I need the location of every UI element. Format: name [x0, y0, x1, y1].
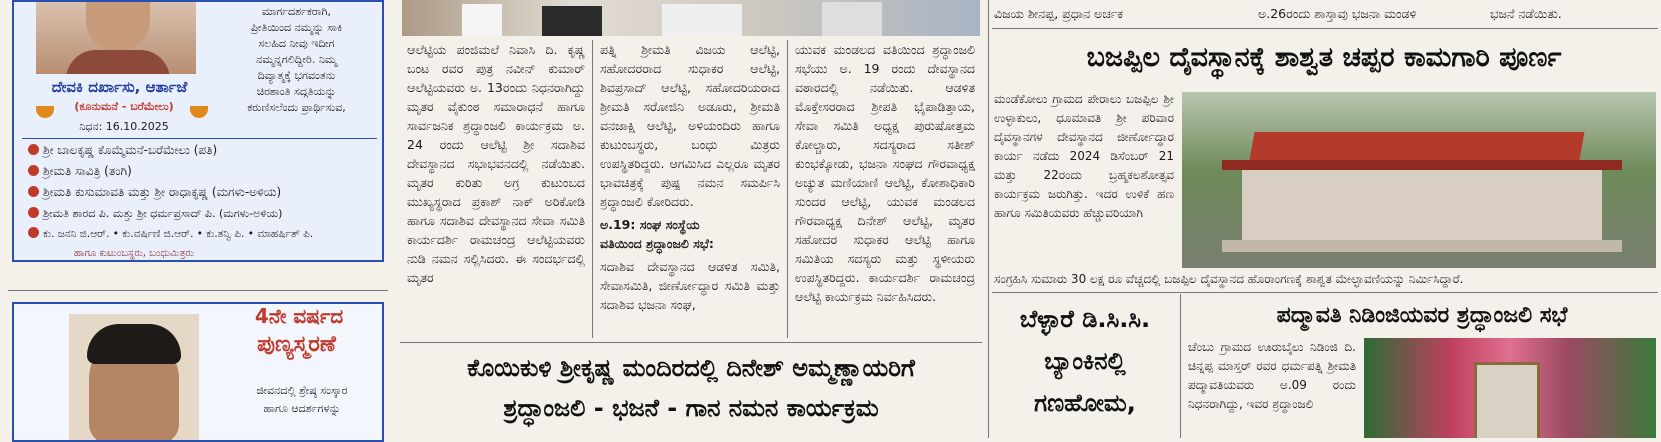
article4-headline: ಪದ್ಮಾವತಿ ನಿಡಿಂಜಿಯವರ ಶ್ರದ್ಧಾಂಜಲಿ ಸಭೆ: [1276, 303, 1568, 328]
article1-col2-text2: ಸದಾಶಿವ ದೇವಸ್ಥಾನದ ಆಡಳಿತ ಸಮಿತಿ, ಸೇವಾಸಮಿತಿ, ಜೀರ್ಣೋದ್ಧಾರ ಸಮಿತಿ ಮತ್ತು ಸದಾಶಿವ ಭಜನಾ ಸಂಘ,: [600, 259, 780, 312]
top-strip: [994, 6, 1654, 26]
headline-line: ಗಣಹೋಮ,: [1034, 389, 1136, 417]
list-item: ಶ್ರೀ ಬಾಲಕೃಷ್ಣ ಕೊಮ್ಮೆಮನೆ-ಬರೆಮೇಲು (ಪತಿ): [28, 140, 378, 161]
article1-col3: ಯುವಕ ಮಂಡಲದ ವತಿಯಿಂದ ಶ್ರದ್ಧಾಂಜಲಿ ಸಭೆಯು ಅ. 19 ರಂದು ದೇವಸ್ಥಾನದ ವಠಾರದಲ್ಲಿ ನಡೆಯಿತು. ಆಡಳಿತ ಮೊಕ್ತೇಸರರಾದ ಶ್ರೀಪತಿ ಭೈಪಾಡಿತ್ತಾಯ, ಸೇವಾ ಸಮಿತಿ ಅಧ್ಯಕ್ಷ ಪುರುಷೋತ್ತಮ ಕೋಲ್ಚಾರು, ಸದಸ್ಯರಾದ ಸತೀಶ್ ಕುಂಭಕ್ಕೋಡು, ಭಜನಾ ಸಂಘದ ಗೌರವಾಧ್ಯಕ್ಷ ಅಚ್ಯುತ ಮಣಿಯಾಣಿ ಆಲೆಟ್ಟಿ, ಕೋಶಾಧಿಕಾರಿ ಸುಂದರ ಆಲೆಟ್ಟಿ, ಯುವಕ ಮಂಡಲದ ಗೌರವಾಧ್ಯಕ್ಷ ದಿನೇಶ್ ಆಲೆಟ್ಟಿ, ಮೃತರ ಸಹೋದರ ಸುಧಾಕರ ಆಲೆಟ್ಟಿ ಹಾಗೂ ಸಮಿತಿಯ ಸದಸ್ಯರು ಮತ್ತು ಸ್ಥಳೀಯರು ಉಪಸ್ಥಿತರಿದ್ದರು. ಕಾರ್ಯದರ್ಶಿ ರಾಮಚಂದ್ರ ಆಲೆಟ್ಟಿ ಕಾರ್ಯಕ್ರಮ ನಿರ್ವಹಿಸಿದರು.: [795, 42, 975, 304]
article2-headline: ಬಜಪ್ಪಿಲ ದೈವಸ್ಥಾನಕ್ಕೆ ಶಾಶ್ವತ ಚಪ್ಪರ ಕಾಮಗಾರಿ ಪೂರ್ಣ: [1086, 42, 1562, 73]
list-item: ಶ್ರೀಮತಿ ಶಾರದ ಪಿ. ಮತ್ತು ಶ್ರೀ ಧರ್ಮಪ್ರಸಾದ್ ಪಿ. (ಮಗಳು-ಅಳಿಯ): [28, 203, 378, 224]
ad-message: ಮಾರ್ಗದರ್ಶಕರಾಗಿ, ಪ್ರೀತಿಯಿಂದ ನಮ್ಮನ್ನು ಸಾಕಿ ಸಲಹಿದ ನೀವು ಇದೀಗ ನಮ್ಮನ್ನಗಲಿದ್ದೀರಿ. ನಿಮ್ಮ ದಿವ್ಯಾತ್ಮಕ್ಕೆ ಭಗವಂತನು ಚಿರಶಾಂತಿ ಸದ್ಗತಿಯನ್ನು ಕರುಣಿಸಲೆಂದು ಪ್ರಾರ್ಥಿಸುವ,: [247, 5, 346, 114]
deceased-name: ದೇವಕಿ ದರ್ಖಾಸು, ಆರ್ತಾಜೆ: [51, 78, 188, 96]
temple-photo: [1182, 92, 1656, 268]
lamp-icon: [36, 106, 54, 118]
headline-line: ಕೊಯಿಕುಳಿ ಶ್ರೀಕೃಷ್ಣ ಮಂದಿರದಲ್ಲಿ ದಿನೇಶ್ ಅಮ್ಮಣ್ಣಾಯರಿಗೆ: [467, 354, 915, 382]
article1-col2: [600, 40, 780, 340]
article2-body: ಮಂಡೆಕೋಲು ಗ್ರಾಮದ ಪೇರಾಲು ಬಜಪ್ಪಿಲ ಶ್ರೀ ಉಳ್ಳಾಕುಲು, ಧೂಮಾವತಿ ಶ್ರೀ ಪರಿವಾರ ದೈವಸ್ಥಾನಗಳ ದೇವಸ್ಥಾನದ ಜೀರ್ಣೋದ್ಧಾರ ಕಾರ್ಯ ನಡೆದು 2024 ಡಿಸೆಂಬರ್ 21 ಮತ್ತು 22ರಂದು ಬ್ರಹ್ಮಕಲಶೋತ್ಸವ ಕಾರ್ಯಕ್ರಮ ಜರುಗಿತ್ತು. ಇದರ ಉಳಿಕೆ ಹಣ ಹಾಗೂ ಸಮಿತಿಯವರು ಹೆಚ್ಚುವರಿಯಾಗಿ: [994, 92, 1174, 220]
headline-line: ಶ್ರದ್ಧಾಂಜಲಿ - ಭಜನೆ - ಗಾನ ನಮನ ಕಾರ್ಯಕ್ರಮ: [503, 394, 879, 422]
list-item: ಕು. ಜನನಿ ಜಿ.ಆರ್. • ಕು.ವರ್ಷಿಣಿ ಜಿ.ಆರ್. • ಕು.ತನ್ವಿ ಪಿ. • ಮಾಹರ್ಷಿತ್ ಪಿ.: [28, 224, 378, 245]
portrait-photo: [36, 2, 196, 74]
memorial-title: ಪುಣ್ಯಸ್ಮರಣೆ: [257, 332, 336, 357]
article-photo: [402, 0, 980, 36]
memorial-title-year: 4ನೇ ವರ್ಷದ: [254, 304, 344, 328]
subhead: ಅ.19: ಸಂಘ ಸಂಸ್ಥೆಯ: [600, 217, 700, 232]
death-date: ನಿಧನ: 16.10.2025: [79, 120, 169, 133]
article1-col2-text: ಪತ್ನಿ ಶ್ರೀಮತಿ ವಿಜಯ ಆಲೆಟ್ಟಿ, ಸಹೋದರರಾದ ಸುಧಾಕರ ಆಲೆಟ್ಟಿ, ಶಿವಪ್ರಸಾದ್ ಆಲೆಟ್ಟಿ, ಸಹೋದರಿಯರಾದ ಶ್ರೀಮತಿ ಸರೋಜಿನಿ ಅಡೂರು, ಶ್ರೀಮತಿ ವನಜಾಕ್ಷಿ ಆಲೆಟ್ಟಿ, ಅಳಿಯಂದಿರು ಹಾಗೂ ಕುಟುಂಬಸ್ಥರು, ಬಂಧು ಮಿತ್ರರು ಉಪಸ್ಥಿತರಿದ್ದರು. ಆಗಮಿಸಿದ ಎಲ್ಲರೂ ಮೃತರ ಭಾವಚಿತ್ರಕ್ಕೆ ಪುಷ್ಪ ನಮನ ಸಮರ್ಪಿಸಿ ಶ್ರದ್ಧಾಂಜಲಿ ಕೋರಿದರು.: [600, 42, 780, 209]
article4-body: ಚೆಂಬು ಗ್ರಾಮದ ಊರುಬೈಲು ನಿಡಿಂಜಿ ದಿ. ಚಿನ್ನಪ್ಪ ಮಾಸ್ತರ್ ರವರ ಧರ್ಮಪತ್ನಿ ಶ್ರೀಮತಿ ಪದ್ಮಾವತಿಯವರು ಅ.09 ರಂದು ನಿಧನರಾಗಿದ್ದು, ಇವರ ಶ್ರದ್ಧಾಂಜಲಿ: [1188, 340, 1356, 411]
memorial-photo: [69, 314, 199, 442]
article3-headline: [994, 298, 1176, 438]
floral-photo: [1364, 338, 1656, 438]
subhead: ವತಿಯಿಂದ ಶ್ರದ್ಧಾಂಜಲಿ ಸಭೆ:: [600, 236, 714, 251]
strip-text: ವಿಜಯ ಶೀನಪ್ಪ, ಪ್ರಧಾನ ಅರ್ಚಕ: [994, 6, 1123, 21]
family-list: [28, 140, 378, 245]
list-item: ಶ್ರೀಮತಿ ಕುಸುಮಾವತಿ ಮತ್ತು ಶ್ರೀ ರಾಧಾಕೃಷ್ಣ (ಮಗಳು-ಅಳಿಯ): [28, 182, 378, 203]
headline-line: ಬೆಳ್ಳಾರೆ ಡಿ.ಸಿ.ಸಿ.: [1019, 305, 1151, 333]
memorial-ad-bottom: [12, 302, 384, 442]
list-item: ಶ್ರೀಮತಿ ಸಾವಿತ್ರಿ (ತಂಗಿ): [28, 161, 378, 182]
article2-tail: ಸಂಗ್ರಹಿಸಿ ಸುಮಾರು 30 ಲಕ್ಷ ರೂ ವೆಚ್ಚದಲ್ಲಿ ಬಜಪ್ಪಿಲ ದೈವಸ್ಥಾನದ ಹೊರಾಂಗಣಕ್ಕೆ ಶಾಶ್ವತ ಮೇಲ್ಛಾವಣಿಯನ್ನು ನಿರ್ಮಿಸಿದ್ದಾರೆ.: [994, 272, 1464, 286]
headline-bottom: [402, 348, 980, 438]
memorial-line: ಜೀವನದಲ್ಲಿ ಶ್ರೇಷ್ಠ ಸಂಸ್ಕಾರ: [256, 384, 348, 397]
memorial-line: ಹಾಗೂ ಆದರ್ಶಗಳನ್ನು: [263, 402, 341, 415]
article1-col1: ಆಲೆಟ್ಟಿಯ ಪಂಜಿಮಲೆ ನಿವಾಸಿ ದಿ. ಕೃಷ್ಣ ಬಂಟ ರವರ ಪುತ್ರ ನವೀನ್ ಕುಮಾರ್ ಆಲೆಟ್ಟಿಯವರು ಅ. 13ರಂದು ನಿಧನರಾಗಿದ್ದು ಮೃತರ ವೈಕುಂಠ ಸಮಾರಾಧನೆ ಹಾಗೂ ಸಾರ್ವಜನಿಕ ಶ್ರದ್ಧಾಂಜಲಿ ಕಾರ್ಯಕ್ರಮ ಅ. 24 ರಂದು ಆಲೆಟ್ಟಿ ಶ್ರೀ ಸದಾಶಿವ ದೇವಸ್ಥಾನದ ಸಭಾಭವನದಲ್ಲಿ ನಡೆಯಿತು. ಮೃತರ ಕುರಿತು ಅಗ್ರ ಕುಟುಂಬದ ಮುಖ್ಯಸ್ಥರಾದ ಪ್ರಕಾಶ್ ನಾಕ್ ಅರಿಕೋಡಿ ಹಾಗೂ ಸದಾಶಿವ ದೇವಸ್ಥಾನದ ಸೇವಾ ಸಮಿತಿ ಕಾರ್ಯದರ್ಶಿ ರಾಮಚಂದ್ರ ಆಲೆಟ್ಟಿಯವರು ನುಡಿ ನಮನ ಸಲ್ಲಿಸಿದರು. ಈ ಸಂದರ್ಭದಲ್ಲಿ ಮೃತರ: [407, 42, 585, 285]
deceased-home: (ಕೂನುಮನೆ - ಬರೆಮೇಲು): [74, 100, 174, 113]
ad-footer: ಹಾಗೂ ಕುಟುಂಬಸ್ಥರು, ಬಂಧುಮಿತ್ರರು: [74, 248, 194, 259]
strip-text: ಭಜನೆ ನಡೆಯಿತು.: [1490, 6, 1562, 21]
headline-line: ಬ್ಯಾಂಕಿನಲ್ಲಿ: [1044, 347, 1126, 375]
obituary-ad-top: [12, 0, 384, 262]
strip-text: ಅ.26ರಂದು ಶಾಸ್ತಾವು ಭಜನಾ ಮಂಡಳಿ: [1258, 6, 1417, 21]
